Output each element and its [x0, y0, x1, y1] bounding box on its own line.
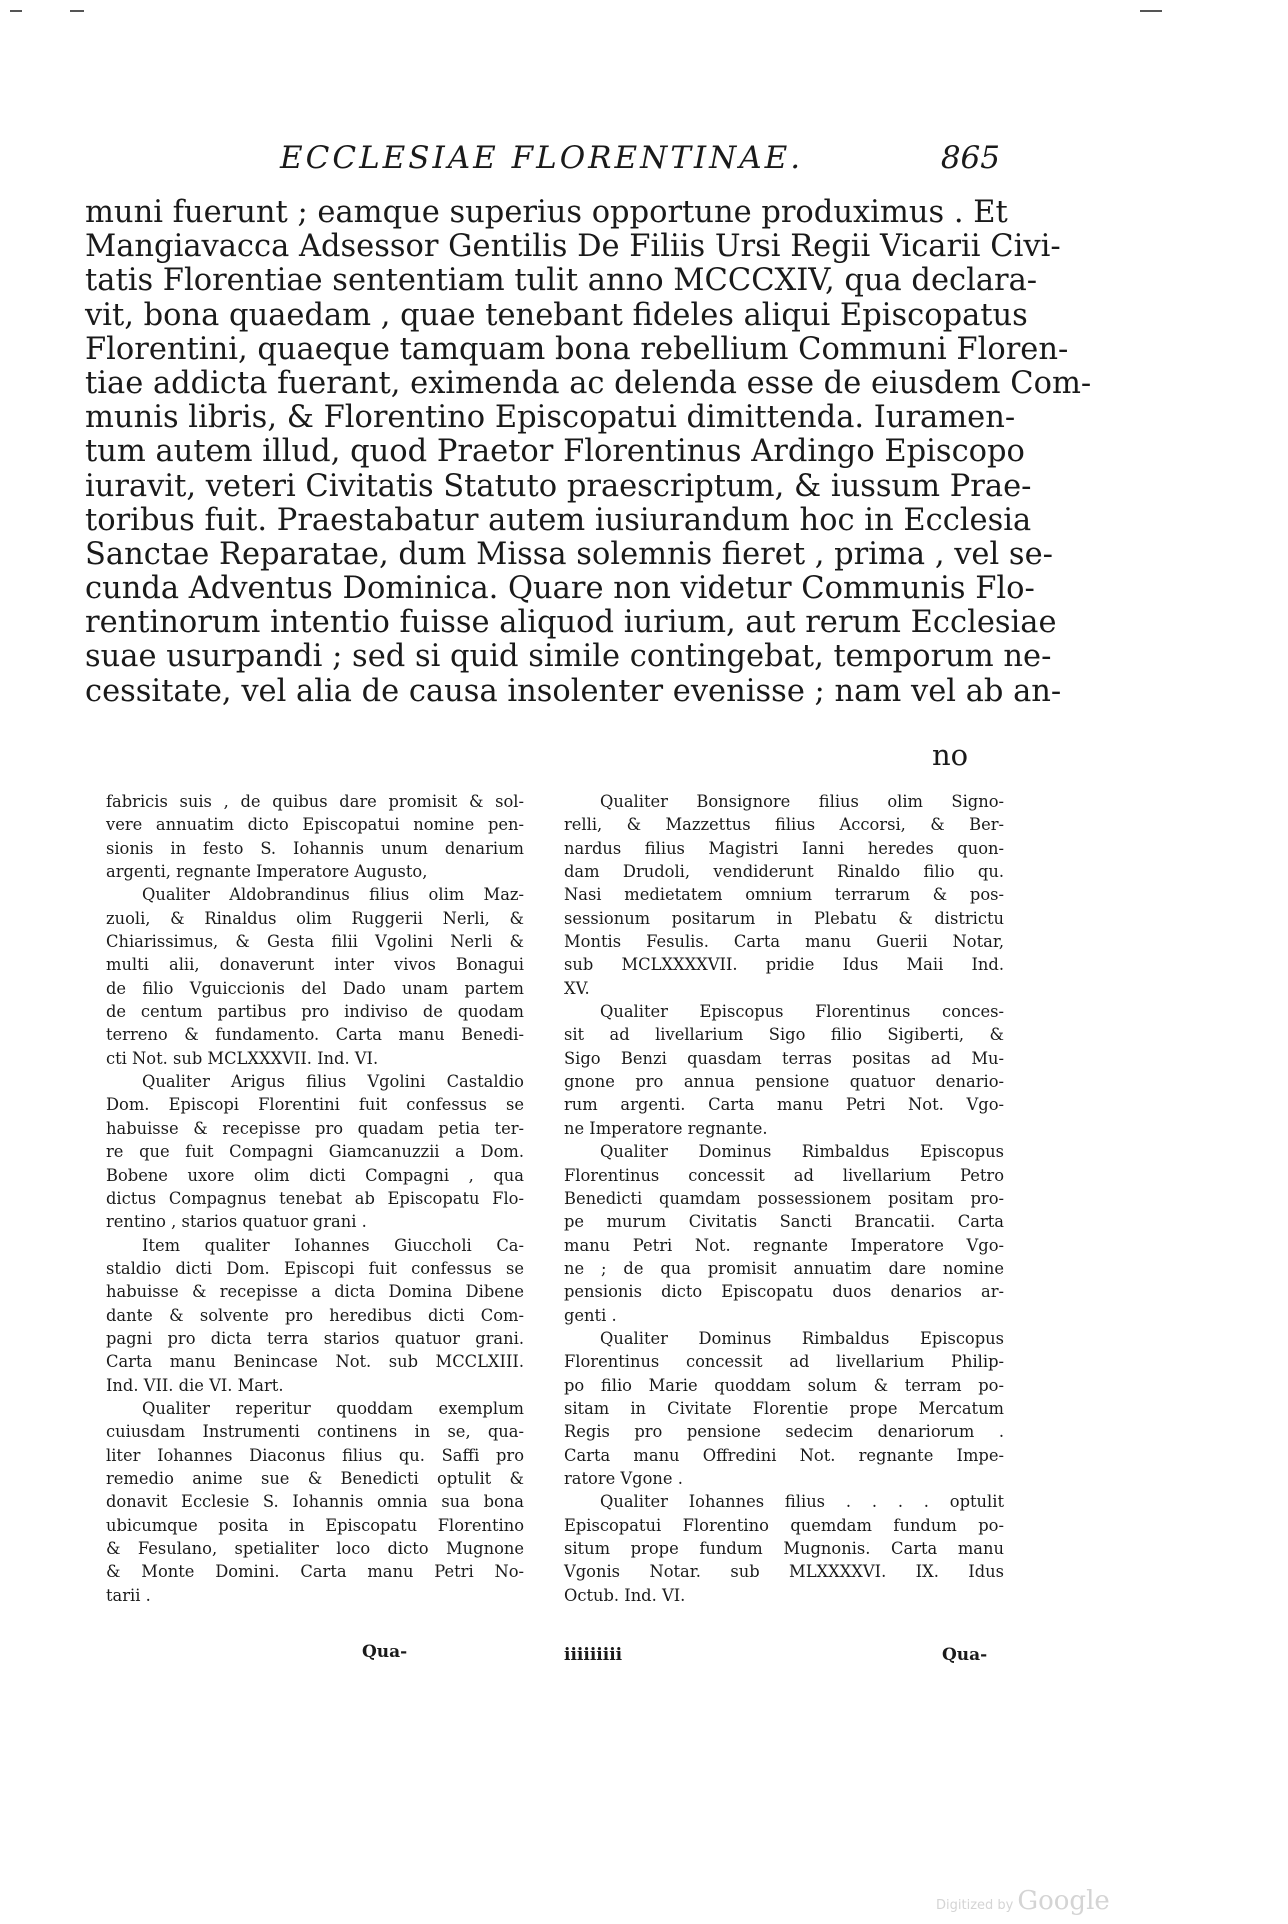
text-line: ubicumque posita in Episcopatu Florentino — [106, 1515, 524, 1535]
text-line: genti . — [564, 1305, 617, 1325]
text-line: ratore Vgone . — [564, 1468, 683, 1488]
text-line: tum autem illud, quod Praetor Florentinus Ardingo Episcopo — [85, 434, 1025, 470]
scan-mark — [10, 10, 22, 12]
text-line: pagni pro dicta terra starios quatuor grani. — [106, 1328, 524, 1348]
text-line: zuoli, & Rinaldus olim Ruggerii Nerli, & — [106, 908, 524, 928]
text-line: Florentinus concessit ad livellarium Philip- — [564, 1352, 1004, 1372]
text-line: rentino , starios quatuor grani . — [106, 1212, 367, 1232]
text-line: Bobene uxore olim dicti Compagni , qua — [106, 1165, 524, 1185]
text-line: liter Iohannes Diaconus filius qu. Saffi pro — [106, 1445, 524, 1465]
footnote-column-left — [106, 790, 524, 1607]
text-line: muni fuerunt ; eamque superius opportune produximus . Et — [85, 195, 1008, 230]
text-line: & Monte Domini. Carta manu Petri No- — [106, 1562, 524, 1582]
watermark-brand: Google — [1017, 1886, 1110, 1916]
text-line: Qualiter reperitur quoddam exemplum — [142, 1398, 524, 1418]
text-line: habuisse & recepisse a dicta Domina Dibene — [106, 1282, 524, 1302]
main-catchword: no — [932, 738, 969, 772]
text-line: vit, bona quaedam , quae tenebant fideles aliqui Episcopatus — [85, 297, 1028, 333]
page-number: 865 — [940, 140, 1000, 176]
text-line: habuisse & recepisse pro quadam petia ter- — [106, 1118, 524, 1138]
text-line: iuravit, veteri Civitatis Statuto praescriptum, & iussum Prae- — [85, 468, 1032, 504]
text-line: XV. — [564, 978, 590, 998]
text-line: tatis Florentiae sententiam tulit anno MCCCXIV, qua declara- — [85, 263, 1038, 299]
signature-marks: iiiiiiiii — [564, 1645, 623, 1665]
text-line: Qualiter Aldobrandinus filius olim Maz- — [142, 885, 524, 905]
text-line: Episcopatui Florentino quemdam fundum po- — [564, 1515, 1004, 1535]
text-line: nardus filius Magistri Ianni heredes quon- — [564, 838, 1004, 858]
text-line: & Fesulano, spetialiter loco dicto Mugnone — [106, 1539, 524, 1558]
text-line: Item qualiter Iohannes Giuccholi Ca- — [142, 1235, 524, 1255]
text-line: munis libris, & Florentino Episcopatui dimittenda. Iuramen- — [85, 400, 1016, 436]
text-line: tiae addicta fuerant, eximenda ac delenda esse de eiusdem Com- — [85, 365, 1092, 401]
text-line: sessionum positarum in Plebatu & districtu — [564, 908, 1004, 928]
text-line: staldio dicti Dom. Episcopi fuit confessus se — [106, 1258, 524, 1278]
text-line: Octub. Ind. VI. — [564, 1585, 686, 1605]
text-line: pensionis dicto Episcopatu duos denarios ar- — [564, 1282, 1004, 1302]
text-line: Qualiter Iohannes filius . . . . optulit — [600, 1492, 1004, 1512]
text-line: Qualiter Arigus filius Vgolini Castaldio — [142, 1072, 524, 1092]
text-line: sub MCLXXXXVII. pridie Idus Maii Ind. — [564, 955, 1004, 975]
text-line: Montis Fesulis. Carta manu Guerii Notar, — [564, 932, 1004, 952]
text-line: Qualiter Dominus Rimbaldus Episcopus — [600, 1328, 1004, 1348]
text-line: dam Drudoli, vendiderunt Rinaldo filio qu. — [564, 862, 1004, 882]
text-line: Sigo Benzi quasdam terras positas ad Mu- — [564, 1048, 1004, 1068]
text-line: Benedicti quamdam possessionem positam pro- — [564, 1188, 1004, 1208]
text-line: pe murum Civitatis Sancti Brancatii. Carta — [564, 1212, 1004, 1232]
text-line: cunda Adventus Dominica. Quare non videtur Communis Flo- — [85, 571, 1035, 607]
page-header — [280, 140, 1000, 180]
text-line: Nasi medietatem omnium terrarum & pos- — [564, 885, 1004, 905]
text-line: rentinorum intentio fuisse aliquod iurium, aut rerum Ecclesiae — [85, 605, 1057, 641]
text-line: Dom. Episcopi Florentini fuit confessus se — [106, 1095, 524, 1115]
text-line: re que fuit Compagni Giamcanuzzii a Dom. — [106, 1142, 524, 1162]
text-line: Regis pro pensione sedecim denariorum . — [564, 1422, 1004, 1442]
text-line: suae usurpandi ; sed si quid simile contingebat, temporum ne- — [85, 639, 1052, 675]
text-line: situm prope fundum Mugnonis. Carta manu — [564, 1539, 1004, 1558]
text-line: ne Imperatore regnante. — [564, 1118, 768, 1138]
text-line: Qualiter Bonsignore filius olim Signo- — [600, 792, 1004, 811]
text-line: Sanctae Reparatae, dum Missa solemnis fieret , prima , vel se- — [85, 536, 1053, 572]
right-catchword: Qua- — [942, 1645, 988, 1665]
text-line: Mangiavacca Adsessor Gentilis De Filiis Ursi Regii Vicarii Civi- — [85, 229, 1061, 265]
watermark-prefix: Digitized by — [936, 1898, 1014, 1913]
text-line: po filio Marie quoddam solum & terram po- — [564, 1375, 1004, 1395]
text-line: toribus fuit. Praestabatur autem iusiurandum hoc in Ecclesia — [85, 502, 1032, 538]
text-line: tarii . — [106, 1585, 151, 1605]
text-line: Carta manu Offredini Not. regnante Impe- — [564, 1445, 1004, 1465]
text-line: de centum partibus pro indiviso de quodam — [106, 1002, 524, 1022]
text-line: de filio Vguiccionis del Dado unam partem — [106, 978, 524, 998]
text-line: argenti, regnante Imperatore Augusto, — [106, 862, 428, 882]
text-line: multi alii, donaverunt inter vivos Bonagui — [106, 955, 524, 975]
text-line: terreno & fundamento. Carta manu Benedi- — [106, 1025, 524, 1045]
text-line: cti Not. sub MCLXXXVII. Ind. VI. — [106, 1048, 379, 1068]
digitization-watermark — [936, 1886, 1110, 1916]
left-catchword: Qua- — [362, 1642, 408, 1662]
text-line: Qualiter Episcopus Florentinus conces- — [600, 1002, 1004, 1022]
text-line: cuiusdam Instrumenti continens in se, qua- — [106, 1422, 524, 1442]
scan-mark — [70, 10, 84, 12]
text-line: dante & solvente pro heredibus dicti Com- — [106, 1305, 524, 1325]
text-line: remedio anime sue & Benedicti optulit & — [106, 1468, 524, 1488]
text-line: dictus Compagnus tenebat ab Episcopatu Flo- — [106, 1188, 524, 1208]
text-line: vere annuatim dicto Episcopatui nomine pen- — [106, 815, 524, 835]
text-line: cessitate, vel alia de causa insolenter evenisse ; nam vel ab an- — [85, 673, 1062, 709]
text-line: Qualiter Dominus Rimbaldus Episcopus — [600, 1142, 1004, 1162]
text-line: sitam in Civitate Florentie prope Mercatum — [564, 1398, 1004, 1418]
main-text — [85, 195, 1092, 709]
text-line: Florentini, quaeque tamquam bona rebellium Communi Floren- — [85, 331, 1069, 367]
text-line: relli, & Mazzettus filius Accorsi, & Ber- — [564, 815, 1004, 835]
text-line: Carta manu Benincase Not. sub MCCLXIII. — [106, 1352, 524, 1372]
text-line: rum argenti. Carta manu Petri Not. Vgo- — [564, 1095, 1004, 1115]
text-line: Vgonis Notar. sub MLXXXXVI. IX. Idus — [564, 1562, 1004, 1582]
text-line: gnone pro annua pensione quatuor denario- — [564, 1072, 1004, 1092]
text-line: Ind. VII. die VI. Mart. — [106, 1375, 284, 1395]
text-line: ne ; de qua promisit annuatim dare nomine — [564, 1258, 1004, 1278]
text-line: sit ad livellarium Sigo filio Sigiberti, & — [564, 1025, 1004, 1045]
running-title: ECCLESIAE FLORENTINAE. — [280, 140, 804, 176]
text-line: Chiarissimus, & Gesta filii Vgolini Nerli & — [106, 932, 524, 952]
text-line: donavit Ecclesie S. Iohannis omnia sua bona — [106, 1492, 524, 1512]
text-line: sionis in festo S. Iohannis unum denarium — [106, 838, 524, 858]
text-line: Florentinus concessit ad livellarium Petro — [564, 1165, 1004, 1185]
footnote-column-right — [564, 790, 1004, 1607]
text-line: fabricis suis , de quibus dare promisit & sol- — [106, 792, 524, 811]
scan-mark — [1140, 10, 1162, 12]
text-line: manu Petri Not. regnante Imperatore Vgo- — [564, 1235, 1004, 1255]
